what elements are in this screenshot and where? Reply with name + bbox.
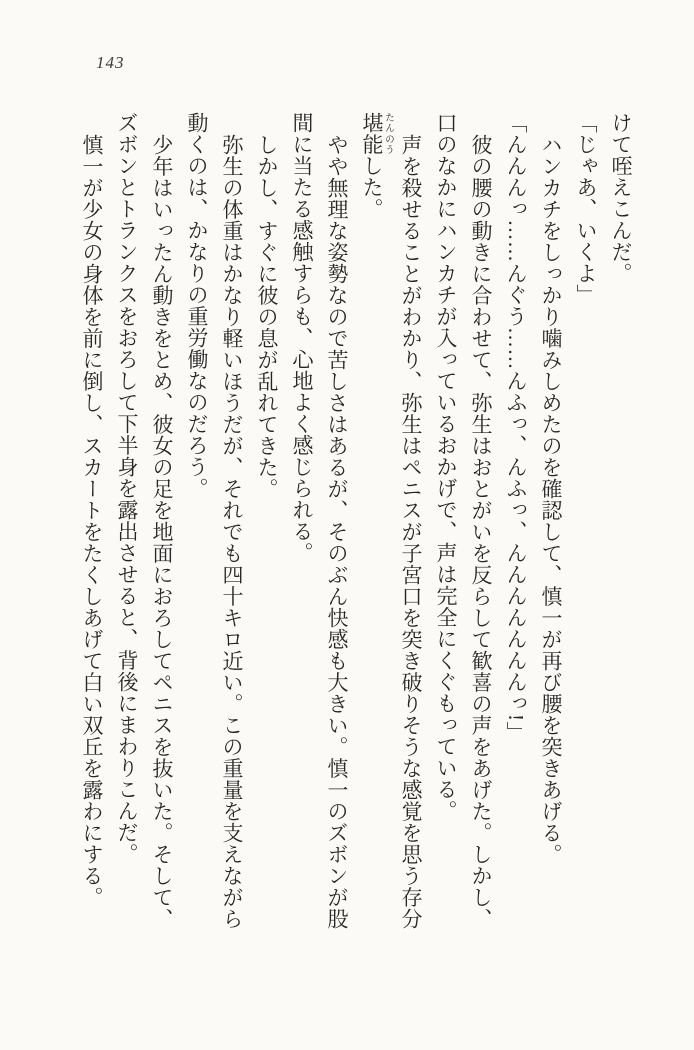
- furigana-ruby: 堪能 たんのう: [360, 112, 393, 155]
- vertical-text-block: [74, 112, 638, 942]
- text-column: ハンカチをしっかり噛みしめたのを確認して、慎一が再び腰を突きあげる。: [539, 133, 563, 865]
- text-column: 弥生の体重はかなり軽いほうだが、それでも四十キロ近い。この重量を支えながら: [220, 133, 244, 929]
- text-column: 口のなかにハンカチが入っているおかげで、声は完全にくぐもっている。: [434, 112, 458, 822]
- text-column: 動くのは、かなりの重労働なのだろう。: [185, 112, 209, 499]
- text-column: 堪能 たんのうした。: [360, 112, 393, 220]
- text-column: 慎一が少女の身体を前に倒し、スカートをたくしあげて白い双丘を露わにする。: [80, 133, 104, 908]
- text-column: けて咥えこんだ。: [609, 112, 633, 284]
- text-column: 「んんんっ……んぐう……んふっ、んふっ、んんんんんんんっ!」: [504, 112, 528, 743]
- text-column: やや無理な姿勢なので苦しさはあるが、そのぶん快感も大きい。慎一のズボンが股: [325, 133, 349, 929]
- text-column: 間に当たる感触すらも、心地よく感じられる。: [290, 112, 314, 564]
- text-column: しかし、すぐに彼の息が乱れてきた。: [255, 133, 279, 499]
- text-column: 少年はいったん動きをとめ、彼女の足を地面におろしてペニスを抜いた。そして、: [150, 133, 174, 929]
- text-column: ズボンとトランクスをおろして下半身を露出させると、背後にまわりこんだ。: [115, 112, 139, 865]
- text-column: 「じゃあ、いくよ」: [574, 112, 598, 306]
- text-column: 声を殺せることがわかり、弥生はペニスが子宮口を突き破りそうな感覚を思う存分: [399, 133, 423, 929]
- page-number: 143: [96, 53, 125, 72]
- text-column: 彼の腰の動きに合わせて、弥生はおとがいを反らして歓喜の声をあげた。しかし、: [469, 133, 493, 929]
